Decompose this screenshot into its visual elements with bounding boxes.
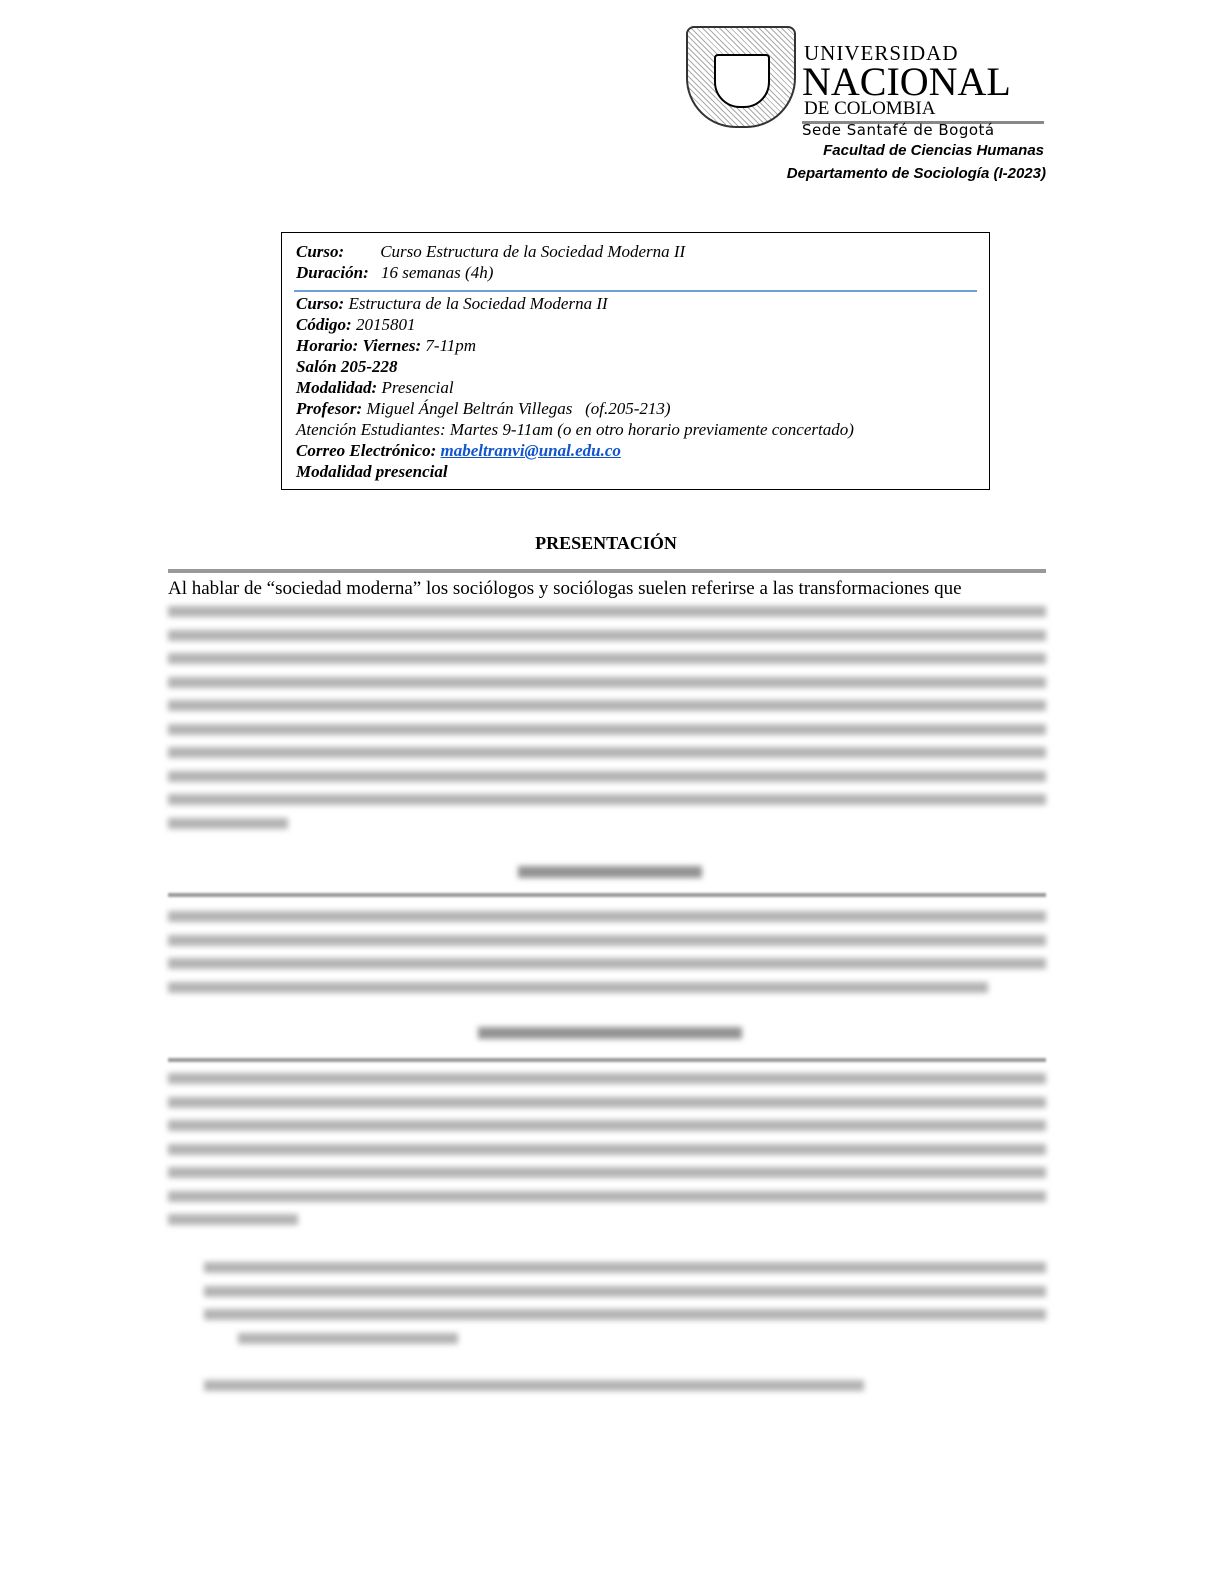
label: Curso: — [296, 242, 345, 261]
value: Miguel Ángel Beltrán Villegas (of.205-213) — [366, 399, 671, 418]
label: Duración: — [296, 263, 369, 282]
value: Curso Estructura de la Sociedad Moderna II — [380, 242, 686, 261]
logo-text-3: DE COLOMBIA — [804, 98, 936, 119]
facultad: Facultad de Ciencias Humanas — [823, 142, 1044, 159]
modalidad: Modalidad presencial — [296, 462, 448, 481]
salon: Salón 205-228 — [296, 357, 398, 376]
blurred-paragraph — [168, 1073, 1046, 1238]
label: Código: — [296, 315, 352, 334]
email-link[interactable]: mabeltranvi@unal.edu.co — [440, 441, 621, 460]
logo-text-2: NACIONAL — [802, 59, 1011, 104]
logo-text-1: UNIVERSIDAD — [804, 41, 959, 65]
crest-icon — [686, 26, 796, 128]
blurred-paragraph — [168, 606, 1046, 841]
divider — [168, 1058, 1046, 1062]
sede: Sede Santafé de Bogotá — [802, 121, 995, 139]
blurred-list-item — [204, 1262, 1046, 1356]
blurred-paragraph — [168, 911, 1046, 1005]
divider — [294, 290, 977, 292]
blurred-list-item — [204, 1380, 864, 1404]
section-title: PRESENTACIÓN — [535, 533, 677, 553]
label: Correo Electrónico: — [296, 441, 437, 460]
value: 2015801 — [355, 315, 416, 334]
label: Modalidad: — [296, 378, 378, 397]
label: Horario: Viernes: — [296, 336, 422, 355]
label: Profesor: — [296, 399, 363, 418]
value: 7-11pm — [425, 336, 477, 355]
blurred-heading — [518, 866, 702, 878]
paragraph-first-line: Al hablar de “sociedad moderna” los sociólogos y sociólogas suelen referirse a las transformaciones que — [168, 578, 962, 599]
value: Estructura de la Sociedad Moderna II — [348, 294, 608, 313]
divider — [168, 569, 1046, 573]
value: Presencial — [381, 378, 454, 397]
course-info-box — [281, 232, 990, 490]
value: 16 semanas (4h) — [380, 263, 494, 282]
atencion: Atención Estudiantes: Martes 9-11am (o en otro horario previamente concertado) — [296, 420, 854, 439]
label: Curso: — [296, 294, 345, 313]
divider — [168, 893, 1046, 897]
blurred-heading — [478, 1027, 742, 1039]
departamento: Departamento de Sociología (I-2023) — [786, 165, 1046, 182]
